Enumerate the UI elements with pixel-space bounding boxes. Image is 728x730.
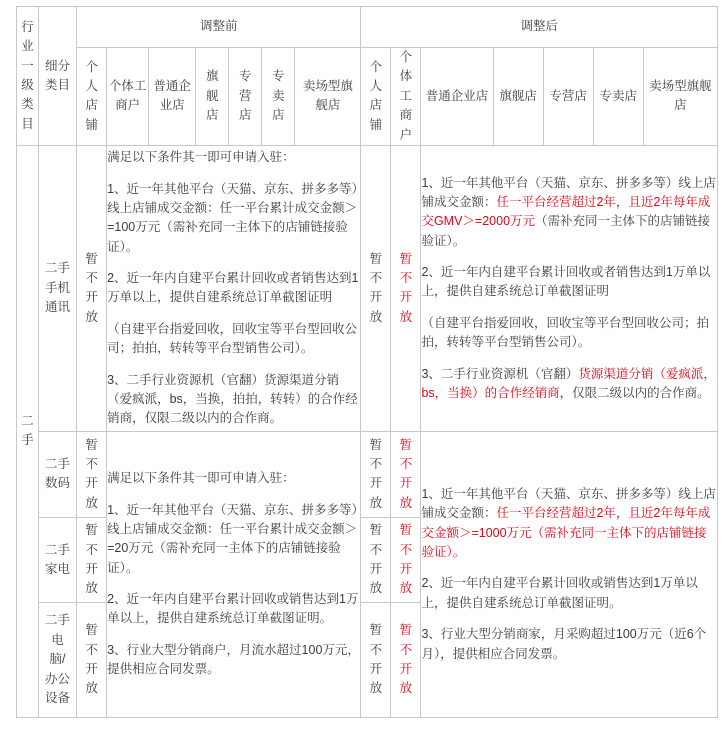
subcategory-computer-office: 二手 电 脑/ 办公 设备 [39, 602, 77, 717]
before-r1-item2: 2、近一年内自建平台累计回收或者销售达到1万单以上，提供自建系统总订单截图证明 [107, 271, 359, 305]
before-r1-item1: 1、近一年其他平台（天猫、京东、拼多多等）线上店铺成交金额：任一平台累计成交金额＞=100万元（需补充同一主体下的店铺链接验证）。 [107, 181, 358, 254]
header-before-brand-shop: 专 卖 店 [262, 48, 295, 146]
after-r1-item3-highlight: 货源渠道分销（爱疯派，bs，当换）的合作经销商 [421, 366, 716, 400]
after-r2-item2: 2、近一年内自建平台累计回收或销售达到1万单以上，提供自建系统总订单截图证明。 [421, 576, 698, 610]
after-r1-item1-b: （需补充同一主体下的店铺链接验证）。 [421, 214, 711, 248]
header-before-individual-business: 个体工 商户 [107, 48, 149, 146]
header-after-individual-business: 个 体 工 商 户 [391, 48, 421, 146]
header-industry-category: 行 业 一 级 类 目 [17, 7, 39, 146]
cell-before-requirements-r1 [107, 145, 361, 431]
after-r2-item1-highlight: 任一平台经营超过2年，且近2年每年成交金额＞=1000万元（需补充同一主体下的店铺链接验证）。 [421, 506, 711, 559]
header-after-personal-shop: 个 人 店 铺 [361, 48, 391, 146]
cell-after-personal-shop-r4: 暂 不 开 放 [361, 602, 391, 717]
after-r1-item1-a: 1、近一年其他平台（天猫、京东、拼多多等）线上店铺成交金额： [421, 175, 716, 209]
header-column-row [17, 48, 718, 146]
subcategory-digital: 二手 数码 [39, 431, 77, 517]
cell-before-requirements-r2 [107, 431, 361, 717]
after-r1-item3-b: ，仅限二级以内的合作商。 [559, 385, 710, 400]
after-r1-item2-note: （自建平台指爱回收，回收宝等平台型回收公司；拍拍，转转等平台型销售公司）。 [421, 315, 709, 350]
after-r1-item3 [421, 365, 717, 404]
cell-after-personal-shop-r1: 暂 不 开 放 [361, 145, 391, 431]
cell-after-individual-business-r2: 暂 不 开 放 [391, 431, 421, 517]
before-r1-item3: 3、二手行业资源机（官翻）货源渠道分销（爱疯派，bs，当换，拍拍，转转）的合作经销商，仅限二级以内的合作商。 [107, 372, 358, 426]
header-after-ordinary-enterprise-shop: 普通企业店 [421, 48, 493, 146]
cell-before-personal-shop-r2: 暂 不 开 放 [77, 431, 107, 517]
table-row [17, 145, 718, 431]
subcategory-appliance: 二手 家电 [39, 517, 77, 602]
cell-before-personal-shop-r3: 暂 不 开 放 [77, 517, 107, 602]
header-group-after: 调整后 [361, 7, 718, 48]
header-after-exclusive-shop: 专营店 [543, 48, 593, 146]
table-row [17, 431, 718, 517]
before-r1-item2-note: （自建平台指爱回收，回收宝等平台型回收公司；拍拍，转转等平台型销售公司）。 [107, 321, 358, 356]
cell-before-personal-shop-r1: 暂 不 开 放 [77, 145, 107, 431]
cell-after-personal-shop-r2: 暂 不 开 放 [361, 431, 391, 517]
cell-after-individual-business-r3: 暂 不 开 放 [391, 517, 421, 602]
after-r2-item1-a: 1、近一年其他平台（天猫、京东、拼多多等）线上店铺成交金额： [421, 486, 716, 521]
industry-label-secondhand: 二 手 [17, 145, 39, 717]
after-r1-item3-a: 3、二手行业资源机（官翻） [421, 366, 579, 381]
header-before-mall-flagship-shop: 卖场型旗 舰店 [295, 48, 361, 146]
cell-after-individual-business-r4: 暂 不 开 放 [391, 602, 421, 717]
header-after-flagship-shop: 旗舰店 [493, 48, 543, 146]
before-r2-item3: 3、行业大型分销商户，月流水超过100万元，提供相应合同发票。 [107, 642, 360, 677]
entry-requirements-table [16, 6, 718, 718]
header-before-ordinary-enterprise-shop: 普通企 业店 [149, 48, 196, 146]
subcategory-phone: 二手 手机 通讯 [39, 145, 77, 431]
header-subcategory: 细分 类目 [39, 7, 77, 146]
before-r1-intro: 满足以下条件其一即可申请入驻： [107, 150, 295, 165]
header-before-exclusive-shop: 专 营 店 [229, 48, 262, 146]
cell-before-personal-shop-r4: 暂 不 开 放 [77, 602, 107, 717]
after-r2-item3: 3、行业大型分销商家，月采购超过100万元（近6个月），提供相应合同发票。 [421, 627, 707, 661]
header-after-brand-shop: 专卖店 [593, 48, 643, 146]
cell-after-personal-shop-r3: 暂 不 开 放 [361, 517, 391, 602]
after-r1-item1-highlight: 任一平台经营超过2年，且近2年每年成交GMV＞=2000万元 [421, 194, 711, 229]
after-r2-item1 [421, 485, 717, 563]
cell-after-requirements-r1 [421, 145, 718, 431]
header-before-personal-shop: 个 人 店 铺 [77, 48, 107, 146]
cell-after-individual-business-r1: 暂 不 开 放 [391, 145, 421, 431]
header-group-before: 调整前 [77, 7, 361, 48]
before-r2-item1: 1、近一年其他平台（天猫、京东、拼多多等）线上店铺成交金额：任一平台累计成交金额＞=20万元（需补充同一主体下的店铺链接验证）。 [107, 502, 358, 575]
after-r1-item2: 2、近一年内自建平台累计回收或者销售达到1万单以上，提供自建系统总订单截图证明 [421, 265, 711, 299]
cell-after-requirements-r2 [421, 431, 718, 717]
header-before-flagship-shop: 旗 舰 店 [196, 48, 229, 146]
before-r2-item2: 2、近一年内自建平台累计回收或销售达到1万单以上，提供自建系统总订单截图证明。 [107, 592, 359, 626]
header-group-row [17, 7, 718, 48]
before-r2-intro: 满足以下条件其一即可申请入驻： [107, 471, 295, 486]
header-after-mall-flagship-shop: 卖场型旗舰店 [643, 48, 717, 146]
after-r1-item1 [421, 174, 717, 252]
